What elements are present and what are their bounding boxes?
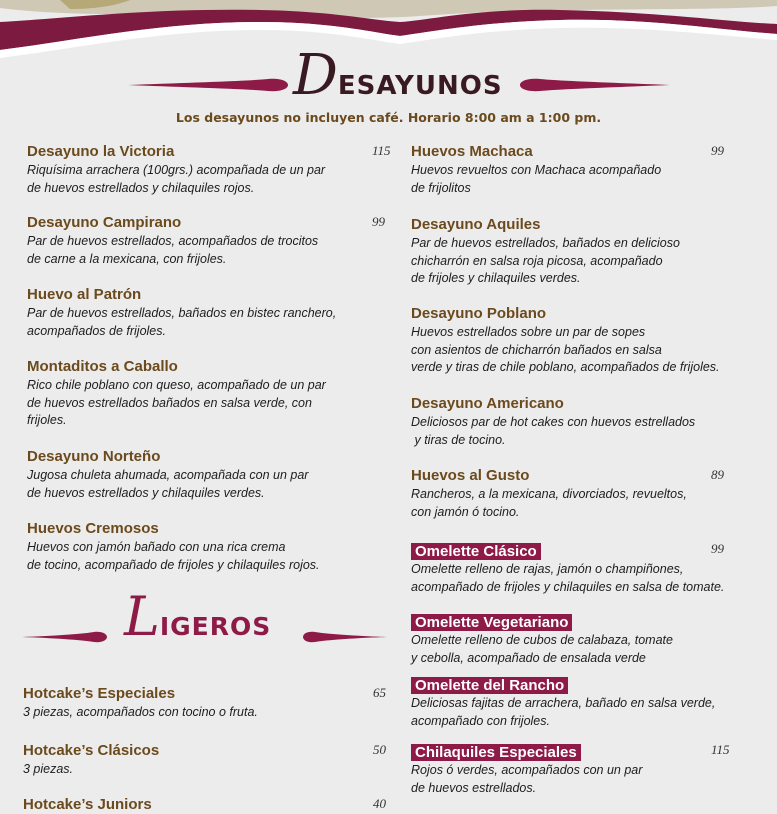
menu-item-description-line: Riquísima arrachera (100grs.) acompañada de un par (27, 163, 326, 177)
menu-item (411, 305, 756, 377)
menu-item-name: Desayuno Poblano (411, 305, 547, 322)
menu-item-description-line: Rico chile poblano con queso, acompañado de un par (27, 378, 326, 392)
menu-item-description (27, 305, 362, 340)
menu-item-name: Omelette Vegetariano (411, 614, 572, 631)
menu-item-description (27, 539, 362, 574)
menu-item-description-line: Huevos con jamón bañado con una rica crema (27, 540, 286, 554)
menu-item-description-line: Par de huevos estrellados, acompañados de trocitos (27, 234, 319, 248)
menu-item-description-line: Rancheros, a la mexicana, divorciados, revueltos, (411, 487, 687, 501)
menu-item-description (411, 162, 756, 197)
desayunos-left-flourish (128, 77, 290, 93)
menu-item-description-line: y cebolla, acompañado de ensalada verde (411, 650, 646, 665)
menu-item-name: Chilaquiles Especiales (411, 744, 581, 761)
menu-item-description-line: 3 piezas, acompañados con tocino o fruta. (23, 705, 258, 719)
menu-item-description (23, 704, 358, 722)
menu-item-price: 65 (373, 685, 386, 700)
ligeros-left-flourish (22, 630, 108, 644)
menu-item-description-line: de huevos estrellados. (411, 780, 537, 795)
menu-item (411, 675, 756, 730)
menu-item-description-line: Omelette relleno de cubos de calabaza, tomate (411, 633, 673, 647)
menu-item (411, 742, 756, 797)
menu-item-description-line: de huevos estrellados bañados en salsa verde, con (27, 395, 312, 410)
menu-item-name: Huevos Cremosos (27, 520, 159, 537)
menu-item-description (27, 467, 362, 502)
desayunos-title (293, 43, 503, 108)
menu-item-description-line: con asientos de chicharrón bañados en salsa (411, 342, 662, 357)
menu-item-name: Hotcake’s Clásicos (23, 742, 160, 759)
menu-item (411, 216, 756, 288)
menu-item-description-line: Par de huevos estrellados, bañados en bistec ranchero, (27, 306, 337, 320)
menu-item-description (411, 414, 756, 449)
menu-item-description-line: de frijolitos (411, 180, 471, 195)
ligeros-title-initial: L (124, 585, 160, 648)
menu-item (23, 742, 386, 779)
menu-item-description-line: Huevos estrellados sobre un par de sopes (411, 325, 646, 339)
menu-item-description-line: acompañado con frijoles. (411, 713, 550, 728)
menu-item-description-line: acompañado de frijoles y chilaquiles en salsa de tomate. (411, 579, 725, 594)
menu-item-description-line: de tocino, acompañado de frijoles y chilaquiles rojos. (27, 557, 320, 572)
desayunos-subtitle: Los desayunos no incluyen café. Horario 8:00 am a 1:00 pm. (175, 110, 602, 125)
desayunos-right-flourish (520, 77, 670, 93)
menu-item-description-line: y tiras de tocino. (411, 432, 506, 447)
menu-item-price: 99 (372, 214, 385, 229)
menu-item-name: Desayuno Aquiles (411, 216, 541, 233)
menu-item-name: Desayuno Norteño (27, 448, 161, 465)
menu-item (27, 448, 362, 502)
menu-item (23, 796, 386, 814)
desayunos-title-initial: D (293, 43, 338, 108)
menu-item-description (411, 324, 756, 377)
menu-item (411, 395, 756, 449)
menu-item-description (411, 695, 756, 730)
menu-item (27, 358, 362, 430)
menu-item-description-line: frijoles. (27, 413, 67, 427)
menu-item (411, 612, 756, 667)
menu-item-description-line: de carne a la mexicana, con frijoles. (27, 251, 227, 266)
menu-item-description-line: Par de huevos estrellados, bañados en delicioso (411, 236, 680, 250)
menu-item-name: Hotcake’s Juniors (23, 796, 152, 813)
menu-item-description-line: de huevos estrellados y chilaquiles rojos. (27, 180, 255, 195)
menu-item (27, 214, 385, 268)
menu-item-price: 40 (373, 796, 386, 811)
menu-item-description-line: 3 piezas. (23, 762, 74, 776)
menu-item (411, 143, 756, 197)
menu-item-description-line: Omelette relleno de rajas, jamón o champiñones, (411, 562, 684, 576)
menu-item-description (27, 377, 362, 430)
menu-item (411, 541, 756, 596)
menu-item-description (27, 233, 362, 268)
menu-item-name: Omelette del Rancho (411, 677, 568, 694)
menu-item-description-line: de frijoles y chilaquiles verdes. (411, 271, 581, 285)
menu-item-description-line: Deliciosos par de hot cakes con huevos estrellados (411, 415, 696, 429)
menu-item-description (411, 235, 756, 288)
menu-item-description-line: con jamón ó tocino. (411, 504, 520, 519)
menu-item-name: Desayuno la Victoria (27, 143, 175, 160)
menu-item-price: 99 (711, 541, 724, 556)
menu-item-name: Hotcake’s Especiales (23, 685, 176, 702)
menu-item-description-line: verde y tiras de chile poblano, acompañados de frijoles. (411, 360, 720, 374)
desayunos-title-rest: ESAYUNOS (337, 71, 503, 101)
menu-item-name: Desayuno Americano (411, 395, 564, 412)
menu-item-name: Montaditos a Caballo (27, 358, 178, 375)
menu-item-name: Huevo al Patrón (27, 286, 142, 303)
ligeros-title-rest: IGEROS (159, 612, 272, 641)
menu-item-name: Omelette Clásico (411, 543, 541, 560)
menu-item-description-line: Huevos revueltos con Machaca acompañado (411, 163, 662, 177)
menu-item-description (411, 561, 756, 596)
menu-item (27, 286, 362, 340)
menu-item (27, 143, 391, 197)
menu-item-price: 50 (373, 742, 386, 757)
menu-item-description-line: Rojos ó verdes, acompañados con un par (411, 763, 643, 777)
menu-item-description (27, 162, 362, 197)
menu-item-price: 99 (711, 143, 724, 158)
ligeros-right-flourish (303, 630, 387, 644)
menu-item-description (411, 486, 756, 521)
ligeros-title (124, 585, 272, 648)
menu-item-description-line: acompañados de frijoles. (27, 323, 166, 338)
menu-item-name: Desayuno Campirano (27, 214, 182, 231)
menu-item (411, 467, 756, 521)
menu-item-description-line: chicharrón en salsa roja picosa, acompañado (411, 253, 663, 268)
menu-item (27, 520, 362, 574)
menu-item-description-line: Deliciosas fajitas de arrachera, bañado en salsa verde, (411, 696, 716, 710)
menu-item-description (23, 761, 358, 779)
menu-item (23, 685, 386, 722)
menu-item-price: 89 (711, 467, 724, 482)
menu-item-description (411, 762, 756, 797)
menu-item-name: Huevos Machaca (411, 143, 533, 160)
menu-item-price: 115 (372, 143, 391, 158)
menu-item-description (411, 632, 756, 667)
menu-item-description-line: Jugosa chuleta ahumada, acompañada con un par (27, 468, 309, 482)
menu-item-price: 115 (711, 742, 730, 757)
menu-item-description-line: de huevos estrellados y chilaquiles verdes. (27, 485, 265, 500)
menu-item-name: Huevos al Gusto (411, 467, 530, 484)
